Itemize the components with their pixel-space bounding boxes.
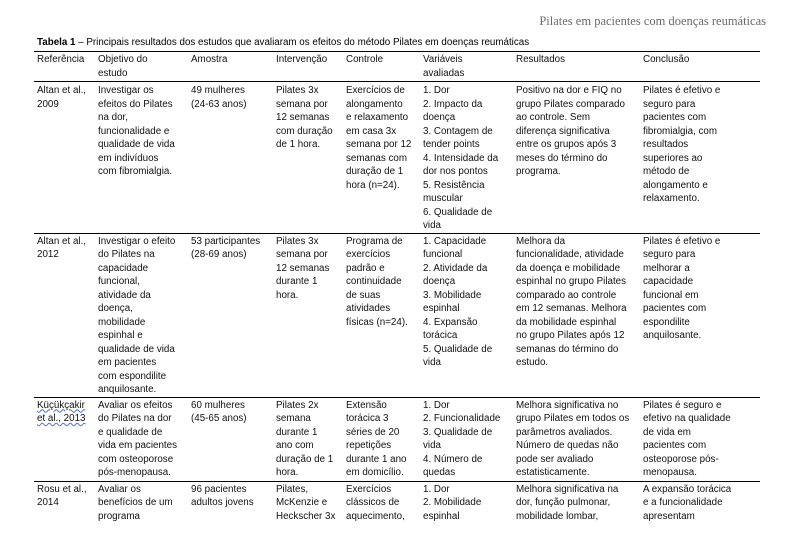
cell-objetivo: Avaliar os efeitos do Pilates na dor e qualidade de vida em pacientes com osteoporose pós-menopausa. (95, 397, 188, 481)
table-header-row (34, 52, 760, 82)
header-intervencao: Intervenção (273, 52, 343, 82)
table-title (37, 37, 529, 48)
cell-conclusao: A expansão torácica e a funcionalidade apresentam (640, 481, 760, 543)
table-row (34, 233, 760, 397)
header-objetivo: Objetivo do estudo (95, 52, 188, 82)
cell-amostra: 53 participantes (28-69 anos) (188, 233, 273, 397)
running-head: Pilates em pacientes com doenças reumáticas (539, 14, 766, 28)
header-variaveis: Variáveis avaliadas (420, 52, 513, 82)
cell-resultados: Melhora significativa na dor, função pulmonar, mobilidade lombar, (513, 481, 640, 543)
cell-intervencao: Pilates 2x semana durante 1 ano com duração de 1 hora. (273, 397, 343, 481)
cell-referencia: Küçükçakir et al., 2013 (34, 397, 95, 481)
table-row (34, 397, 760, 481)
cell-objetivo: Investigar o efeito do Pilates na capacidade funcional, atividade da doença, mobilidade espinhal e qualidade de vida em pacientes com espondilite anquilosante. (95, 233, 188, 397)
cell-resultados: Melhora significativa no grupo Pilates em todos os parâmetros avaliados. Número de quedas não pode ser avaliado estatisticamente. (513, 397, 640, 481)
cell-controle: Extensão torácica 3 séries de 20 repetições durante 1 ano em domicílio. (343, 397, 420, 481)
header-resultados: Resultados (513, 52, 640, 82)
cell-resultados: Melhora da funcionalidade, atividade da doença e mobilidade espinhal no grupo Pilates comparado ao controle em 12 semanas. Melhora da mobilidade espinhal no grupo Pilates após 12 semanas do término do estudo. (513, 233, 640, 397)
cell-amostra: 49 mulheres (24-63 anos) (191, 85, 247, 110)
cell-amostra: 96 pacientes adultos jovens (188, 481, 273, 543)
cell-conclusao: Pilates é seguro e efetivo na qualidade de vida em pacientes com osteoporose pós- menopausa. (640, 397, 760, 481)
cell-variaveis: 1. Dor 2. Funcionalidade 3. Qualidade de vida 4. Número de quedas (420, 397, 513, 481)
cell-intervencao: Pilates 3x semana por 12 semanas com duração de 1 hora. (276, 85, 333, 150)
cell-controle: Exercícios de alongamento e relaxamento em casa 3x semana por 12 semanas com duração de 1 hora (n=24). (346, 85, 412, 191)
cell-variaveis: 1. Dor 2. Mobilidade espinhal (420, 481, 513, 543)
cell-referencia: Altan et al., 2009 (37, 85, 87, 110)
cell-amostra: 60 mulheres (45-65 anos) (188, 397, 273, 481)
cell-objetivo: Investigar os efeitos do Pilates na dor, funcionalidade e qualidade de vida em indivíduos com fibromialgia. (98, 85, 175, 177)
cell-variaveis: 1. Dor 2. Impacto da doença 3. Contagem de tender points 4. Intensidade da dor nos pontos 5. Resistência muscular 6. Qualidade de vida (423, 85, 499, 231)
results-table (34, 51, 760, 543)
header-controle: Controle (343, 52, 420, 82)
cell-variaveis: 1. Capacidade funcional 2. Atividade da doença 3. Mobilidade espinhal 4. Expansão torácica 5. Qualidade de vida (420, 233, 513, 397)
cell-resultados: Positivo na dor e FIQ no grupo Pilates comparado ao controle. Sem diferença significativa entre os grupos após 3 meses do término do programa. (516, 85, 625, 177)
cell-controle: Programa de exercícios padrão e continuidade de suas atividades físicas (n=24). (343, 233, 420, 397)
cell-controle: Exercícios clássicos de aquecimento, (343, 481, 420, 543)
cell-referencia: Altan et al., 2012 (34, 233, 95, 397)
table-row (34, 82, 760, 234)
table-row (34, 481, 760, 543)
cell-conclusao: Pilates é efetivo e seguro para melhorar a capacidade funcional em pacientes com espondilite anquilosante. (640, 233, 760, 397)
cell-conclusao: Pilates é efetivo e seguro para pacientes com fibromialgia, com resultados superiores ao método de alongamento e relaxamento. (643, 85, 721, 204)
cell-objetivo: Avaliar os benefícios de um programa (95, 481, 188, 543)
table-title-label: Tabela 1 (37, 37, 76, 48)
cell-intervencao: Pilates, McKenzie e Heckscher 3x (273, 481, 343, 543)
cell-referencia: Rosu et al., 2014 (34, 481, 95, 543)
header-conclusao: Conclusão (640, 52, 760, 82)
cell-intervencao: Pilates 3x semana por 12 semanas durante 1 hora. (273, 233, 343, 397)
table-title-text: – Principais resultados dos estudos que avaliaram os efeitos do método Pilates em doenças reumáticas (75, 37, 530, 48)
header-referencia: Referência (34, 52, 95, 82)
header-amostra: Amostra (188, 52, 273, 82)
